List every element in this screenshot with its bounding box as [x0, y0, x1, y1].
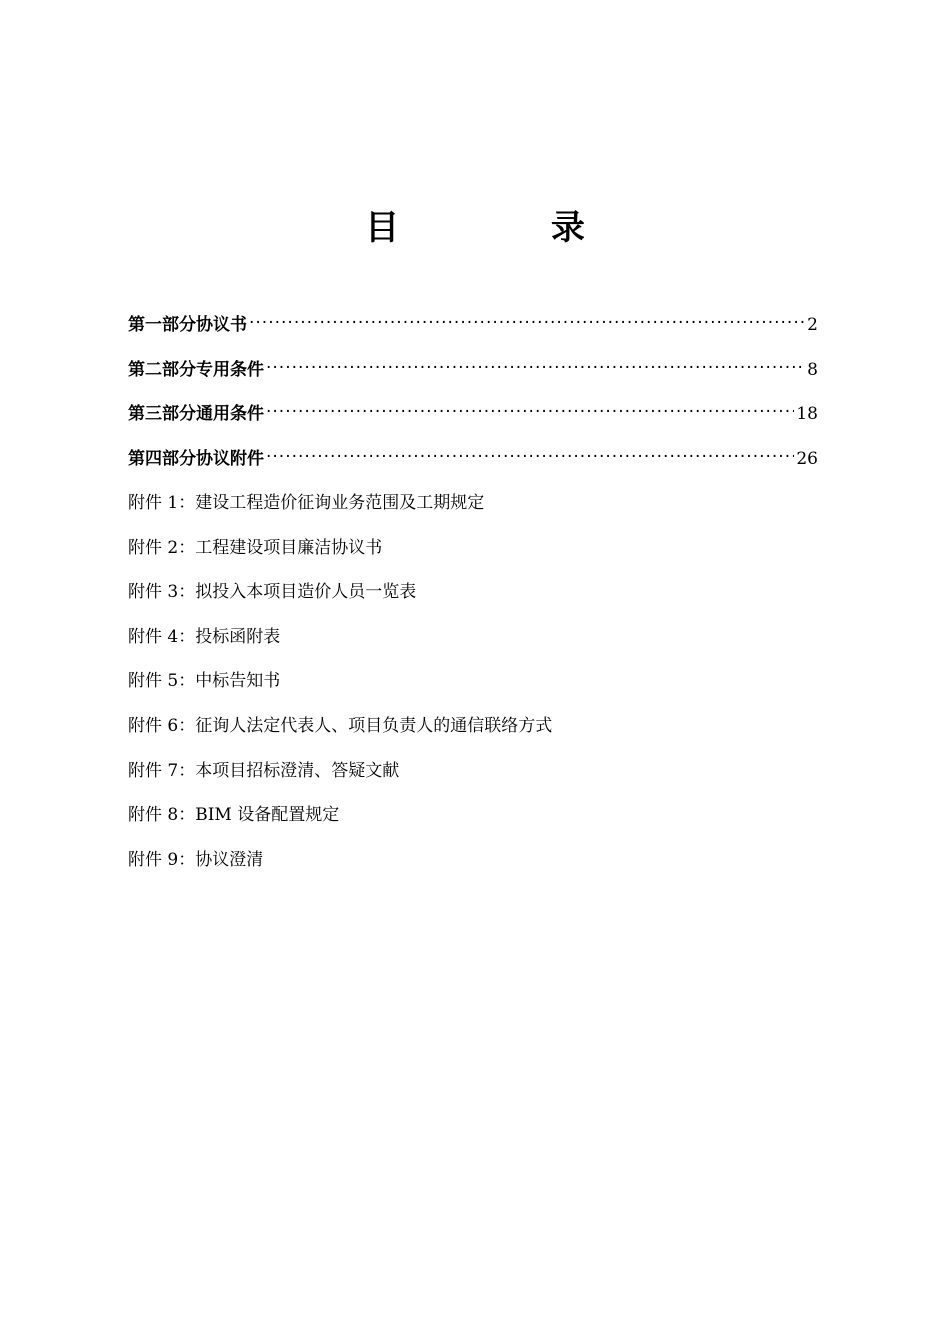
toc-entry-label: 第四部分协议附件: [128, 449, 264, 470]
attachment-item-8[interactable]: 附件 8：BIM 设备配置规定: [128, 805, 340, 826]
toc-entry-part-2[interactable]: [128, 355, 818, 400]
toc-entry-label: 第二部分专用条件: [128, 359, 264, 380]
toc-leader-dots: [249, 313, 805, 330]
page-title: 目 录: [365, 208, 655, 248]
toc-leader-dots: [266, 358, 805, 375]
attachment-item-6[interactable]: 附件 6：征询人法定代表人、项目负责人的通信联络方式: [128, 715, 553, 736]
attachment-item-4[interactable]: 附件 4：投标函附表: [128, 626, 281, 647]
toc-leader-dots: [266, 402, 794, 419]
attachment-list: [128, 488, 818, 889]
attachment-item-3[interactable]: 附件 3：拟投入本项目造价人员一览表: [128, 582, 417, 603]
toc-entry-part-1[interactable]: [128, 310, 818, 355]
attachment-item-7[interactable]: 附件 7：本项目招标澄清、答疑文献: [128, 760, 400, 781]
toc-entry-part-3[interactable]: [128, 399, 818, 444]
table-of-contents: [128, 310, 818, 489]
attachment-item-1[interactable]: 附件 1：建设工程造价征询业务范围及工期规定: [128, 493, 485, 513]
toc-page-number: 8: [807, 359, 818, 380]
attachment-item-9[interactable]: 附件 9：协议澄清: [128, 849, 264, 870]
toc-entry-label: 第三部分通用条件: [128, 404, 264, 425]
toc-leader-dots: [266, 447, 794, 464]
toc-entry-part-4[interactable]: [128, 444, 818, 489]
toc-entry-label: 第一部分协议书: [128, 315, 247, 335]
toc-page-number: 2: [807, 315, 818, 335]
attachment-item-5[interactable]: 附件 5：中标告知书: [128, 671, 281, 692]
toc-page-number: 26: [796, 449, 818, 470]
attachment-item-2[interactable]: 附件 2：工程建设项目廉洁协议书: [128, 537, 383, 558]
toc-page-number: 18: [796, 404, 818, 425]
